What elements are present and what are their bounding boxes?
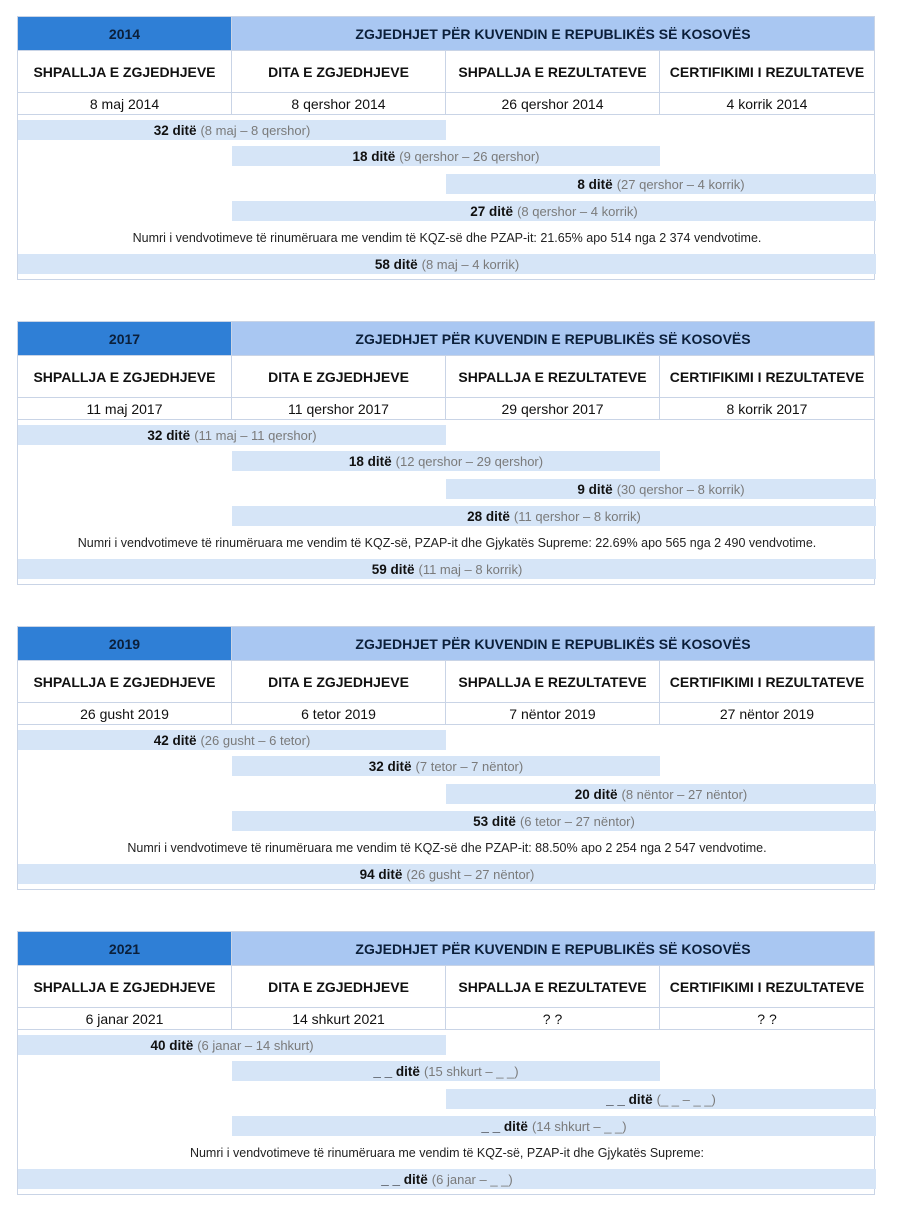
interval-bar <box>232 146 660 166</box>
interval-days: 32 ditë <box>368 758 412 774</box>
interval-bar <box>232 201 876 221</box>
interval-range: (8 maj – 8 qershor) <box>200 122 311 138</box>
date-cell: ? ? <box>757 1010 777 1027</box>
interval-days: _ _ ditë <box>481 1118 528 1134</box>
dates-row <box>18 1008 874 1030</box>
interval-range: (8 qershor – 4 korrik) <box>517 203 638 219</box>
table-title: ZGJEDHJET PËR KUVENDIN E REPUBLIKËS SË KOSOVËS <box>232 17 874 50</box>
interval-range: (26 gusht – 27 nëntor) <box>406 866 535 882</box>
interval-bars <box>18 1030 874 1194</box>
column-header: SHPALLJA E REZULTATEVE <box>446 356 660 397</box>
column-header: SHPALLJA E REZULTATEVE <box>446 51 660 92</box>
interval-range: (26 gusht – 6 tetor) <box>200 732 311 748</box>
interval-days: 32 ditë <box>153 122 197 138</box>
interval-range: (11 maj – 11 qershor) <box>194 427 317 443</box>
recount-note: Numri i vendvotimeve të rinumëruara me vendim të KQZ-së, PZAP-it dhe Gjykatës Supreme: 22.69% apo 565 nga 2 490 vendvotime. <box>77 536 817 550</box>
interval-days: 40 ditë <box>150 1037 194 1053</box>
dates-row <box>18 93 874 115</box>
interval-bar <box>18 730 446 750</box>
interval-bar <box>446 1089 876 1109</box>
year-label: 2017 <box>18 322 232 355</box>
column-header: DITA E ZGJEDHJEVE <box>232 356 446 397</box>
interval-days: 18 ditë <box>352 148 396 164</box>
dates-row <box>18 703 874 725</box>
column-header: SHPALLJA E REZULTATEVE <box>446 966 660 1007</box>
date-cell: 4 korrik 2014 <box>726 95 808 112</box>
table-title: ZGJEDHJET PËR KUVENDIN E REPUBLIKËS SË KOSOVËS <box>232 932 874 965</box>
interval-range: (_ _ – _ _) <box>656 1091 716 1107</box>
interval-range: (6 janar – _ _) <box>431 1171 513 1187</box>
column-header: DITA E ZGJEDHJEVE <box>232 51 446 92</box>
interval-range: (27 qershor – 4 korrik) <box>616 176 745 192</box>
interval-bar <box>232 756 660 776</box>
interval-days: 94 ditë <box>359 866 403 882</box>
interval-days: 32 ditë <box>147 427 191 443</box>
interval-days: 53 ditë <box>473 813 516 829</box>
interval-days: 20 ditë <box>574 786 618 802</box>
recount-note: Numri i vendvotimeve të rinumëruara me vendim të KQZ-së dhe PZAP-it: 21.65% apo 514 nga 2 374 vendvotime. <box>132 231 762 245</box>
interval-range: (11 maj – 8 korrik) <box>418 561 523 577</box>
interval-bar <box>232 811 876 831</box>
interval-days: 42 ditë <box>153 732 197 748</box>
date-cell: 6 janar 2021 <box>18 1008 232 1029</box>
date-cell: 6 tetor 2019 <box>232 703 446 724</box>
interval-bar <box>232 506 876 526</box>
election-table-2017 <box>17 321 875 585</box>
interval-range: (8 nëntor – 27 nëntor) <box>621 786 748 802</box>
column-header: CERTIFIKIMI I REZULTATEVE <box>669 368 865 385</box>
column-header: SHPALLJA E ZGJEDHJEVE <box>18 661 232 702</box>
interval-bars <box>18 420 874 584</box>
interval-bar <box>446 174 876 194</box>
column-header: SHPALLJA E REZULTATEVE <box>446 661 660 702</box>
table-header <box>18 322 874 356</box>
column-headers <box>18 356 874 398</box>
interval-range: (6 tetor – 27 nëntor) <box>519 813 635 829</box>
interval-range: (15 shkurt – _ _) <box>423 1063 519 1079</box>
election-table-2019 <box>17 626 875 890</box>
date-cell: 8 qershor 2014 <box>232 93 446 114</box>
interval-days: _ _ ditë <box>381 1171 428 1187</box>
column-header: SHPALLJA E ZGJEDHJEVE <box>18 356 232 397</box>
interval-range: (8 maj – 4 korrik) <box>421 256 520 272</box>
interval-bar <box>232 1061 660 1081</box>
interval-range: (7 tetor – 7 nëntor) <box>415 758 524 774</box>
election-table-2014 <box>17 16 875 280</box>
interval-bar <box>18 120 446 140</box>
interval-bars <box>18 115 874 279</box>
date-cell: 11 qershor 2017 <box>232 398 446 419</box>
interval-days: _ _ ditë <box>373 1063 420 1079</box>
interval-bar <box>18 425 446 445</box>
interval-bars <box>18 725 874 889</box>
year-label: 2021 <box>18 932 232 965</box>
column-header: SHPALLJA E ZGJEDHJEVE <box>18 966 232 1007</box>
date-cell: 7 nëntor 2019 <box>446 703 660 724</box>
interval-days: 18 ditë <box>348 453 392 469</box>
interval-bar <box>446 479 876 499</box>
table-title: ZGJEDHJET PËR KUVENDIN E REPUBLIKËS SË KOSOVËS <box>232 627 874 660</box>
interval-bar <box>18 254 876 274</box>
interval-bar <box>232 1116 876 1136</box>
column-headers <box>18 966 874 1008</box>
date-cell: 14 shkurt 2021 <box>232 1008 446 1029</box>
interval-days: 28 ditë <box>467 508 510 524</box>
interval-bar <box>18 1035 446 1055</box>
interval-days: 59 ditë <box>371 561 415 577</box>
date-cell: 8 korrik 2017 <box>726 400 808 417</box>
column-header: DITA E ZGJEDHJEVE <box>232 966 446 1007</box>
column-header: SHPALLJA E ZGJEDHJEVE <box>18 51 232 92</box>
table-header <box>18 627 874 661</box>
dates-row <box>18 398 874 420</box>
interval-bar <box>18 864 876 884</box>
column-headers <box>18 661 874 703</box>
election-table-2021 <box>17 931 875 1195</box>
year-label: 2014 <box>18 17 232 50</box>
table-title: ZGJEDHJET PËR KUVENDIN E REPUBLIKËS SË KOSOVËS <box>232 322 874 355</box>
date-cell: 8 maj 2014 <box>18 93 232 114</box>
interval-range: (9 qershor – 26 qershor) <box>399 148 540 164</box>
interval-range: (6 janar – 14 shkurt) <box>197 1037 314 1053</box>
column-header: DITA E ZGJEDHJEVE <box>232 661 446 702</box>
column-header: CERTIFIKIMI I REZULTATEVE <box>669 63 865 80</box>
recount-note: Numri i vendvotimeve të rinumëruara me vendim të KQZ-së dhe PZAP-it: 88.50% apo 2 254 nga 2 547 vendvotime. <box>127 841 767 855</box>
date-cell: 26 qershor 2014 <box>446 93 660 114</box>
column-header: CERTIFIKIMI I REZULTATEVE <box>669 978 865 995</box>
interval-days: 27 ditë <box>470 203 514 219</box>
date-cell: 27 nëntor 2019 <box>719 705 815 722</box>
column-headers <box>18 51 874 93</box>
table-header <box>18 17 874 51</box>
date-cell: 11 maj 2017 <box>18 398 232 419</box>
interval-range: (14 shkurt – _ _) <box>531 1118 627 1134</box>
interval-days: 9 ditë <box>577 481 613 497</box>
year-label: 2019 <box>18 627 232 660</box>
date-cell: 26 gusht 2019 <box>18 703 232 724</box>
date-cell: ? ? <box>446 1008 660 1029</box>
interval-bar <box>18 559 876 579</box>
column-header: CERTIFIKIMI I REZULTATEVE <box>669 673 865 690</box>
recount-note: Numri i vendvotimeve të rinumëruara me vendim të KQZ-së, PZAP-it dhe Gjykatës Supreme: <box>189 1146 705 1160</box>
interval-range: (30 qershor – 8 korrik) <box>616 481 745 497</box>
table-header <box>18 932 874 966</box>
interval-days: 8 ditë <box>577 176 613 192</box>
interval-bar <box>446 784 876 804</box>
interval-range: (11 qershor – 8 korrik) <box>513 508 641 524</box>
date-cell: 29 qershor 2017 <box>446 398 660 419</box>
interval-days: _ _ ditë <box>606 1091 653 1107</box>
interval-range: (12 qershor – 29 qershor) <box>395 453 544 469</box>
interval-bar <box>232 451 660 471</box>
interval-bar <box>18 1169 876 1189</box>
interval-days: 58 ditë <box>374 256 418 272</box>
